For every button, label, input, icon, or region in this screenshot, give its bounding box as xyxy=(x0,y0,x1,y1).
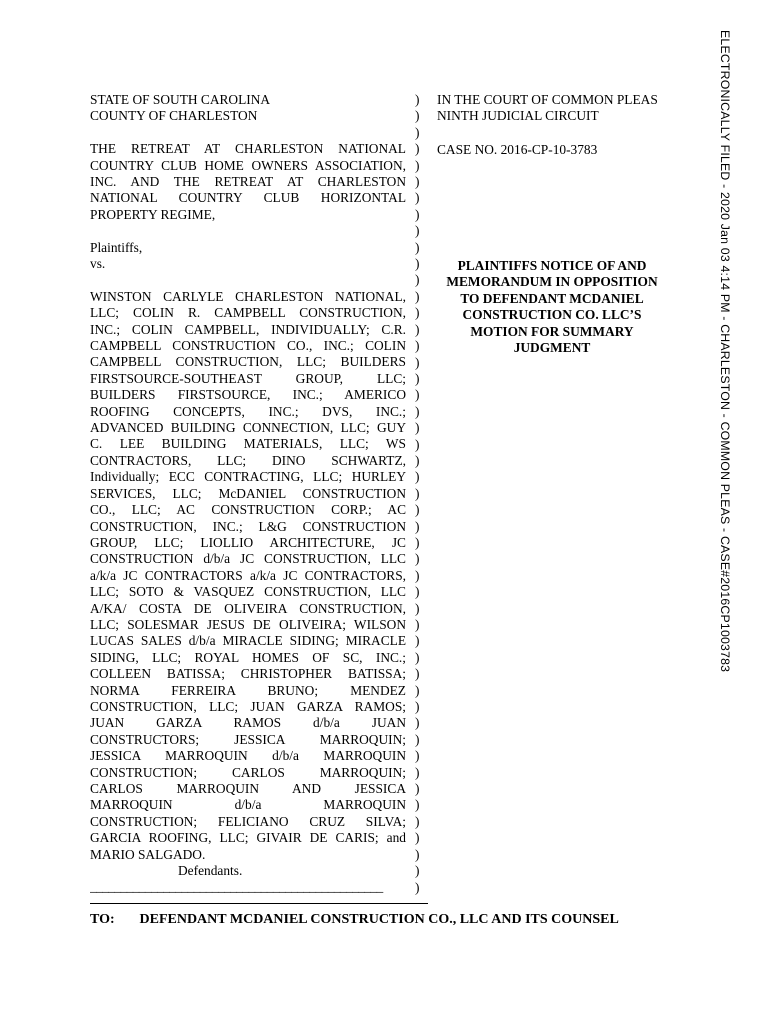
defendants-caption-line: WINSTON CARLYLE CHARLESTON NATIONAL, xyxy=(90,288,406,304)
document-title-line: CONSTRUCTION CO. LLC’S xyxy=(462,307,642,323)
caption-paren: ) xyxy=(415,748,420,764)
caption-paren: ) xyxy=(415,485,420,501)
defendants-caption-line: Individually; ECC CONTRACTING, LLC; HURLEY xyxy=(90,469,406,485)
document-title-line: PLAINTIFFS NOTICE OF AND xyxy=(457,258,647,273)
caption-paren: ) xyxy=(415,633,420,649)
plaintiffs-caption-line: INC. AND THE RETREAT AT CHARLESTON xyxy=(90,174,406,190)
caption-paren: ) xyxy=(415,699,420,715)
defendants-caption-line: SERVICES, LLC; McDANIEL CONSTRUCTION xyxy=(90,485,406,501)
defendants-caption-line: GROUP, LLC; LIOLLIO ARCHITECTURE, JC xyxy=(90,534,406,550)
caption-paren: ) xyxy=(415,731,420,747)
court-name: IN THE COURT OF COMMON PLEAS xyxy=(437,92,658,107)
caption-paren: ) xyxy=(415,452,420,468)
plaintiffs-caption-line: PROPERTY REGIME, xyxy=(90,206,216,222)
plaintiffs-caption xyxy=(90,141,406,223)
defendants-caption-line: LLC; COLIN R. CAMPBELL CONSTRUCTION, xyxy=(90,305,406,321)
defendants-caption-line: JUAN GARZA RAMOS d/b/a JUAN xyxy=(90,715,406,731)
plaintiffs-caption-line: NATIONAL COUNTRY CLUB HORIZONTAL xyxy=(90,190,406,206)
caption-paren: ) xyxy=(415,584,420,600)
defendants-caption-line: COLLEEN BATISSA; CHRISTOPHER BATISSA; xyxy=(90,666,406,682)
vs-label: vs. xyxy=(90,256,106,272)
defendants-caption-line: CONSTRUCTION, LLC; JUAN GARZA RAMOS; xyxy=(90,698,406,714)
defendants-label: Defendants. xyxy=(178,863,243,879)
caption-paren-column xyxy=(415,92,423,896)
caption-paren: ) xyxy=(415,108,420,124)
caption-paren: ) xyxy=(415,469,420,485)
document-title-line: MEMORANDUM IN OPPOSITION xyxy=(446,274,658,290)
caption-paren: ) xyxy=(415,157,420,173)
defendants-caption-line: INC.; COLIN CAMPBELL, INDIVIDUALLY; C.R. xyxy=(90,321,406,337)
caption-paren: ) xyxy=(415,600,420,616)
defendants-caption-line: CARLOS MARROQUIN AND JESSICA xyxy=(90,781,406,797)
defendants-caption-line: LUCAS SALES d/b/a MIRACLE SIDING; MIRACLE xyxy=(90,633,406,649)
defendants-caption-line: FIRSTSOURCE-SOUTHEAST GROUP, LLC; xyxy=(90,370,406,386)
caption-bottom-rule xyxy=(90,903,428,904)
defendants-caption-line: C. LEE BUILDING MATERIALS, LLC; WS xyxy=(90,436,406,452)
defendants-caption-line: ROOFING CONCEPTS, INC.; DVS, INC.; xyxy=(90,403,406,419)
electronic-filing-stamp xyxy=(704,30,746,690)
caption-paren: ) xyxy=(415,649,420,665)
caption-paren: ) xyxy=(415,174,420,190)
defendants-caption-line: CONSTRUCTORS; JESSICA MARROQUIN; xyxy=(90,731,406,747)
caption-paren: ) xyxy=(415,551,420,567)
caption-paren: ) xyxy=(415,223,420,239)
plaintiffs-caption-line: COUNTRY CLUB HOME OWNERS ASSOCIATION, xyxy=(90,157,406,173)
caption-paren: ) xyxy=(415,190,420,206)
defendants-caption-line: CONSTRUCTION; CARLOS MARROQUIN; xyxy=(90,764,406,780)
caption-paren: ) xyxy=(415,666,420,682)
court-heading xyxy=(437,92,677,125)
caption-paren: ) xyxy=(415,436,420,452)
defendants-caption-line: CAMPBELL CONSTRUCTION CO., INC.; COLIN xyxy=(90,338,406,354)
judicial-circuit: NINTH JUDICIAL CIRCUIT xyxy=(437,108,599,124)
defendants-caption-line: ADVANCED BUILDING CONNECTION, LLC; GUY xyxy=(90,420,406,436)
document-title-line: MOTION FOR SUMMARY xyxy=(470,323,634,339)
defendants-caption-line: MARIO SALGADO. xyxy=(90,846,206,862)
caption-paren: ) xyxy=(415,321,420,337)
plaintiffs-caption-line: THE RETREAT AT CHARLESTON NATIONAL xyxy=(90,141,406,157)
defendants-caption xyxy=(90,289,406,863)
caption-paren: ) xyxy=(415,256,420,272)
caption-paren: ) xyxy=(415,813,420,829)
caption-paren: ) xyxy=(415,781,420,797)
defendants-caption-line: GARCIA ROOFING, LLC; GIVAIR DE CARIS; and xyxy=(90,830,406,846)
caption-paren: ) xyxy=(415,124,420,140)
to-recipient: DEFENDANT MCDANIEL CONSTRUCTION CO., LLC AND ITS COUNSEL xyxy=(139,912,619,927)
caption-paren: ) xyxy=(415,420,420,436)
defendants-caption-line: JESSICA MARROQUIN d/b/a MARROQUIN xyxy=(90,748,406,764)
defendants-caption-line: CONTRACTORS, LLC; DINO SCHWARTZ, xyxy=(90,452,406,468)
caption-paren: ) xyxy=(415,387,420,403)
defendants-caption-line: CONSTRUCTION; FELICIANO CRUZ SILVA; xyxy=(90,813,406,829)
caption-paren: ) xyxy=(415,92,420,107)
caption-paren: ) xyxy=(415,354,420,370)
caption-paren: ) xyxy=(415,338,420,354)
caption-paren: ) xyxy=(415,830,420,846)
caption-paren: ) xyxy=(415,239,420,255)
caption-paren: ) xyxy=(415,617,420,632)
defendants-caption-line: NORMA FERREIRA BRUNO; MENDEZ xyxy=(90,682,406,698)
caption-paren: ) xyxy=(415,534,420,550)
caption-paren: ) xyxy=(415,141,420,157)
defendants-caption-line: MARROQUIN d/b/a MARROQUIN xyxy=(90,797,406,813)
defendants-caption-line: CONSTRUCTION d/b/a JC CONSTRUCTION, LLC xyxy=(90,551,406,567)
caption-right-column xyxy=(437,92,677,356)
caption-paren: ) xyxy=(415,502,420,518)
state-line: STATE OF SOUTH CAROLINA xyxy=(90,92,271,107)
defendants-caption-line: SIDING, LLC; ROYAL HOMES OF SC, INC.; xyxy=(90,649,406,665)
caption-paren: ) xyxy=(415,272,420,288)
defendants-caption-line: CO., LLC; AC CONSTRUCTION CORP.; AC xyxy=(90,502,406,518)
caption-paren: ) xyxy=(415,879,420,895)
defendants-caption-line: LLC; SOLESMAR JESUS DE OLIVEIRA; WILSON xyxy=(90,616,406,632)
to-line xyxy=(90,912,619,928)
defendants-caption-line: a/k/a JC CONTRACTORS a/k/a JC CONTRACTORS, xyxy=(90,567,406,583)
caption-signature-rule: ________________________________________________ xyxy=(90,879,383,895)
plaintiffs-label: Plaintiffs, xyxy=(90,239,143,255)
defendants-caption-line: LLC; SOTO & VASQUEZ CONSTRUCTION, LLC xyxy=(90,584,406,600)
caption-paren: ) xyxy=(415,797,420,813)
filing-stamp-text: ELECTRONICALLY FILED - 2020 Jan 03 4:14 PM - CHARLESTON - COMMON PLEAS - CASE#2016CP1003783 xyxy=(718,30,732,673)
caption-paren: ) xyxy=(415,846,420,862)
document-title xyxy=(437,258,667,356)
caption-paren: ) xyxy=(415,715,420,731)
caption-paren: ) xyxy=(415,518,420,534)
caption-paren: ) xyxy=(415,288,420,304)
caption-paren: ) xyxy=(415,863,420,879)
caption-paren: ) xyxy=(415,567,420,583)
caption-paren: ) xyxy=(415,764,420,780)
caption-paren: ) xyxy=(415,403,420,419)
caption-paren: ) xyxy=(415,206,420,222)
caption-paren: ) xyxy=(415,682,420,698)
document-title-line: JUDGMENT xyxy=(513,340,591,356)
defendants-caption-line: CAMPBELL CONSTRUCTION, LLC; BUILDERS xyxy=(90,354,406,370)
county-line: COUNTY OF CHARLESTON xyxy=(90,108,258,124)
defendants-caption-line: CONSTRUCTION, INC.; L&G CONSTRUCTION xyxy=(90,518,406,534)
defendants-caption-line: BUILDERS FIRSTSOURCE, INC.; AMERICO xyxy=(90,387,406,403)
caption-paren: ) xyxy=(415,305,420,321)
caption-left-column xyxy=(90,92,406,896)
document-title-line: TO DEFENDANT MCDANIEL xyxy=(460,290,644,306)
to-label: TO: xyxy=(90,912,115,927)
defendants-caption-line: A/KA/ COSTA DE OLIVEIRA CONSTRUCTION, xyxy=(90,600,406,616)
caption-paren: ) xyxy=(415,370,420,386)
case-number: CASE NO. 2016-CP-10-3783 xyxy=(437,142,598,157)
